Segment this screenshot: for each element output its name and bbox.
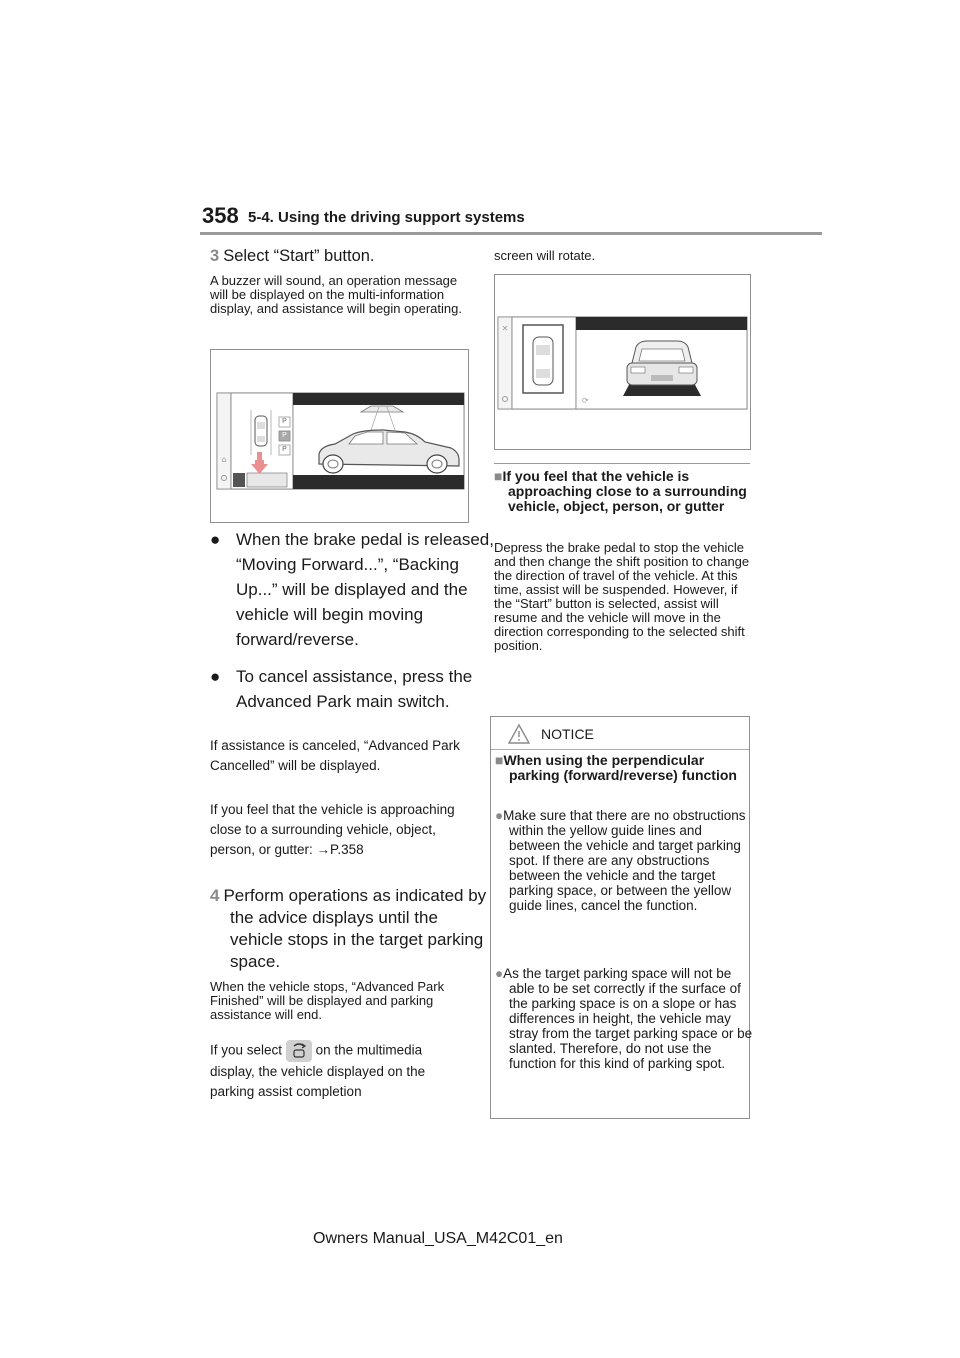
parking-start-illustration (211, 350, 468, 522)
notice-item-2 (495, 966, 755, 1071)
parking-mark-2: P (282, 432, 287, 439)
notice-item-text: Make sure that there are no obstructions within the yellow guide lines and between the vehicle and target parking spot. If there are any obstructions between the vehicle and the target parking space, or between the yellow guide lines, cancel the function. (503, 808, 746, 913)
step-4 (210, 885, 488, 973)
close-approach-note: If you feel that the vehicle is approaching close to a surrounding vehicle, object, person, or gutter: →P.358 (210, 802, 455, 857)
continued-text: screen will rotate. (494, 248, 596, 263)
step-text: Perform operations as indicated by the advice displays until the vehicle stops in the target parking space. (223, 886, 487, 971)
bullet-icon: ● (210, 667, 221, 686)
notice-divider (491, 749, 749, 750)
subhead-text: If you feel that the vehicle is approaching close to a surrounding vehicle, object, person, or gutter (502, 468, 747, 514)
step-3 (210, 246, 468, 267)
notice-subhead-text: When using the perpendicular parking (forward/reverse) function (503, 752, 737, 783)
section-title: 5-4. Using the driving support systems (248, 209, 525, 226)
notice-box (490, 716, 753, 1119)
notice-item-text: As the target parking space will not be able to be set correctly if the surface of the parking space is on a slope or has differences in height, the vehicle may stray from the target parking space or be slanted. Therefore, do not use the function for this kind of parking spot. (503, 966, 753, 1071)
notice-title: NOTICE (541, 726, 594, 742)
svg-text:⌂: ⌂ (221, 455, 227, 464)
step-number: 3 (210, 247, 220, 265)
circle-bullet-icon: ● (495, 808, 504, 823)
bullet-text: To cancel assistance, press the Advanced Park main switch. (236, 667, 473, 711)
svg-text:✕: ✕ (501, 324, 509, 333)
notice-subhead (495, 753, 749, 783)
figure-parking-complete (494, 274, 751, 450)
figure-parking-start (210, 349, 469, 523)
parking-mark-1: P (282, 418, 287, 425)
parking-complete-illustration (495, 275, 750, 449)
close-approach-body: Depress the brake pedal to stop the vehicle and then change the shift position to change the direction of travel of the vehicle. At this time, assist will be suspended. However, if the “Start” button is selected, assist will resume and the vehicle will move in the direction corresponding to the selected shift position. (494, 540, 750, 653)
section-divider (494, 463, 750, 464)
subhead-close-approach (494, 469, 764, 514)
page-number: 358 (202, 203, 239, 228)
select-note-post: on the multimedia display, the vehicle displayed on the parking assist completion (210, 1042, 426, 1099)
finish-note: When the vehicle stops, “Advanced Park Finished” will be displayed and parking assistance will end. (210, 979, 445, 1022)
square-bullet-icon: ■ (495, 752, 504, 768)
bullet-text: When the brake pedal is released, “Moving Forward...”, “Backing Up...” will be displayed and the vehicle will begin moving forward/reverse. (236, 530, 494, 649)
bullet-cancel-assistance (210, 664, 494, 714)
rotate-view-icon (286, 1040, 312, 1062)
bullet-brake-release (210, 527, 494, 652)
header-divider (200, 232, 822, 235)
step-3-note: A buzzer will sound, an operation message will be displayed on the multi-information display, and assistance will begin operating. (210, 273, 462, 316)
bullet-icon: ● (210, 530, 221, 549)
select-icon-note (210, 1040, 468, 1102)
step-text: Select “Start” button. (223, 247, 375, 265)
parking-mark-3: P (282, 446, 287, 453)
svg-text:⟳: ⟳ (582, 396, 589, 405)
square-bullet-icon: ■ (494, 468, 503, 484)
notice-item-1 (495, 808, 755, 913)
warning-icon (507, 723, 531, 750)
step-number: 4 (210, 886, 220, 905)
select-note-pre: If you select (210, 1042, 283, 1058)
circle-bullet-icon: ● (495, 966, 504, 981)
cancel-note: If assistance is canceled, “Advanced Park Cancelled” will be displayed. (210, 738, 460, 773)
footer-manual-id: Owners Manual_USA_M42C01_en (313, 1230, 563, 1247)
